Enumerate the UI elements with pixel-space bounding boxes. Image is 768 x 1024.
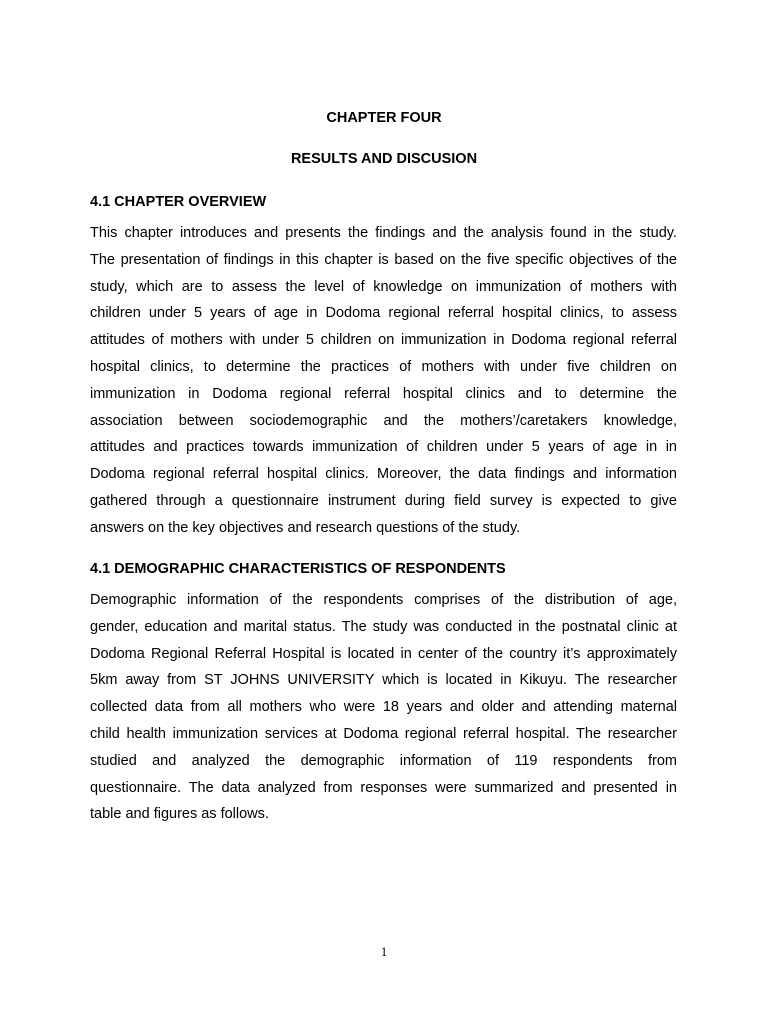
paragraph-line: children under 5 years of age in Dodoma regional referral hospital clinics, to assess: [90, 305, 677, 322]
paragraph-line: gender, education and marital status. The study was conducted in the postnatal clinic at: [90, 618, 677, 635]
chapter-title: CHAPTER FOUR: [326, 110, 442, 126]
paragraph-line: 5km away from ST JOHNS UNIVERSITY which is located in Kikuyu. The researcher: [90, 672, 677, 689]
paragraph-line: hospital clinics, to determine the practices of mothers with under five children on: [90, 358, 677, 375]
paragraph-line: This chapter introduces and presents the findings and the analysis found in the study.: [90, 225, 677, 241]
paragraph-line: Dodoma Regional Referral Hospital is located in center of the country it’s approximately: [90, 645, 677, 662]
paragraph-line: Dodoma regional referral hospital clinics. Moreover, the data findings and information: [90, 466, 677, 483]
paragraph-chapter-overview: [90, 220, 677, 542]
paragraph-line: studied and analyzed the demographic information of 119 respondents from: [90, 752, 677, 769]
paragraph-line: collected data from all mothers who were 18 years and older and attending maternal: [90, 699, 677, 716]
paragraph-line: study, which are to assess the level of knowledge on immunization of mothers with: [90, 278, 677, 295]
paragraph-line: immunization in Dodoma regional referral hospital clinics and to determine the: [90, 385, 677, 402]
paragraph-line: attitudes and practices towards immunization of children under 5 years of age in in: [90, 439, 677, 456]
chapter-subtitle: RESULTS AND DISCUSION: [290, 151, 478, 167]
paragraph-demographic-characteristics: [90, 587, 677, 828]
page-number: 1: [380, 944, 388, 959]
paragraph-line: The presentation of findings in this chapter is based on the five specific objectives of the: [90, 251, 677, 268]
paragraph-line: child health immunization services at Dodoma regional referral hospital. The researcher: [90, 725, 677, 742]
paragraph-line: Demographic information of the respondents comprises of the distribution of age,: [90, 592, 677, 608]
paragraph-line: table and figures as follows.: [90, 806, 269, 823]
paragraph-line: questionnaire. The data analyzed from responses were summarized and presented in: [90, 779, 677, 796]
section-heading-demographic-characteristics: 4.1 DEMOGRAPHIC CHARACTERISTICS OF RESPONDENTS: [90, 561, 506, 577]
paragraph-line: answers on the key objectives and research questions of the study.: [90, 519, 521, 536]
paragraph-line: association between sociodemographic and the mothers’/caretakers knowledge,: [90, 412, 677, 429]
paragraph-line: gathered through a questionnaire instrument during field survey is expected to give: [90, 492, 677, 509]
paragraph-line: attitudes of mothers with under 5 children on immunization in Dodoma regional referral: [90, 332, 677, 349]
section-heading-chapter-overview: 4.1 CHAPTER OVERVIEW: [90, 194, 267, 210]
